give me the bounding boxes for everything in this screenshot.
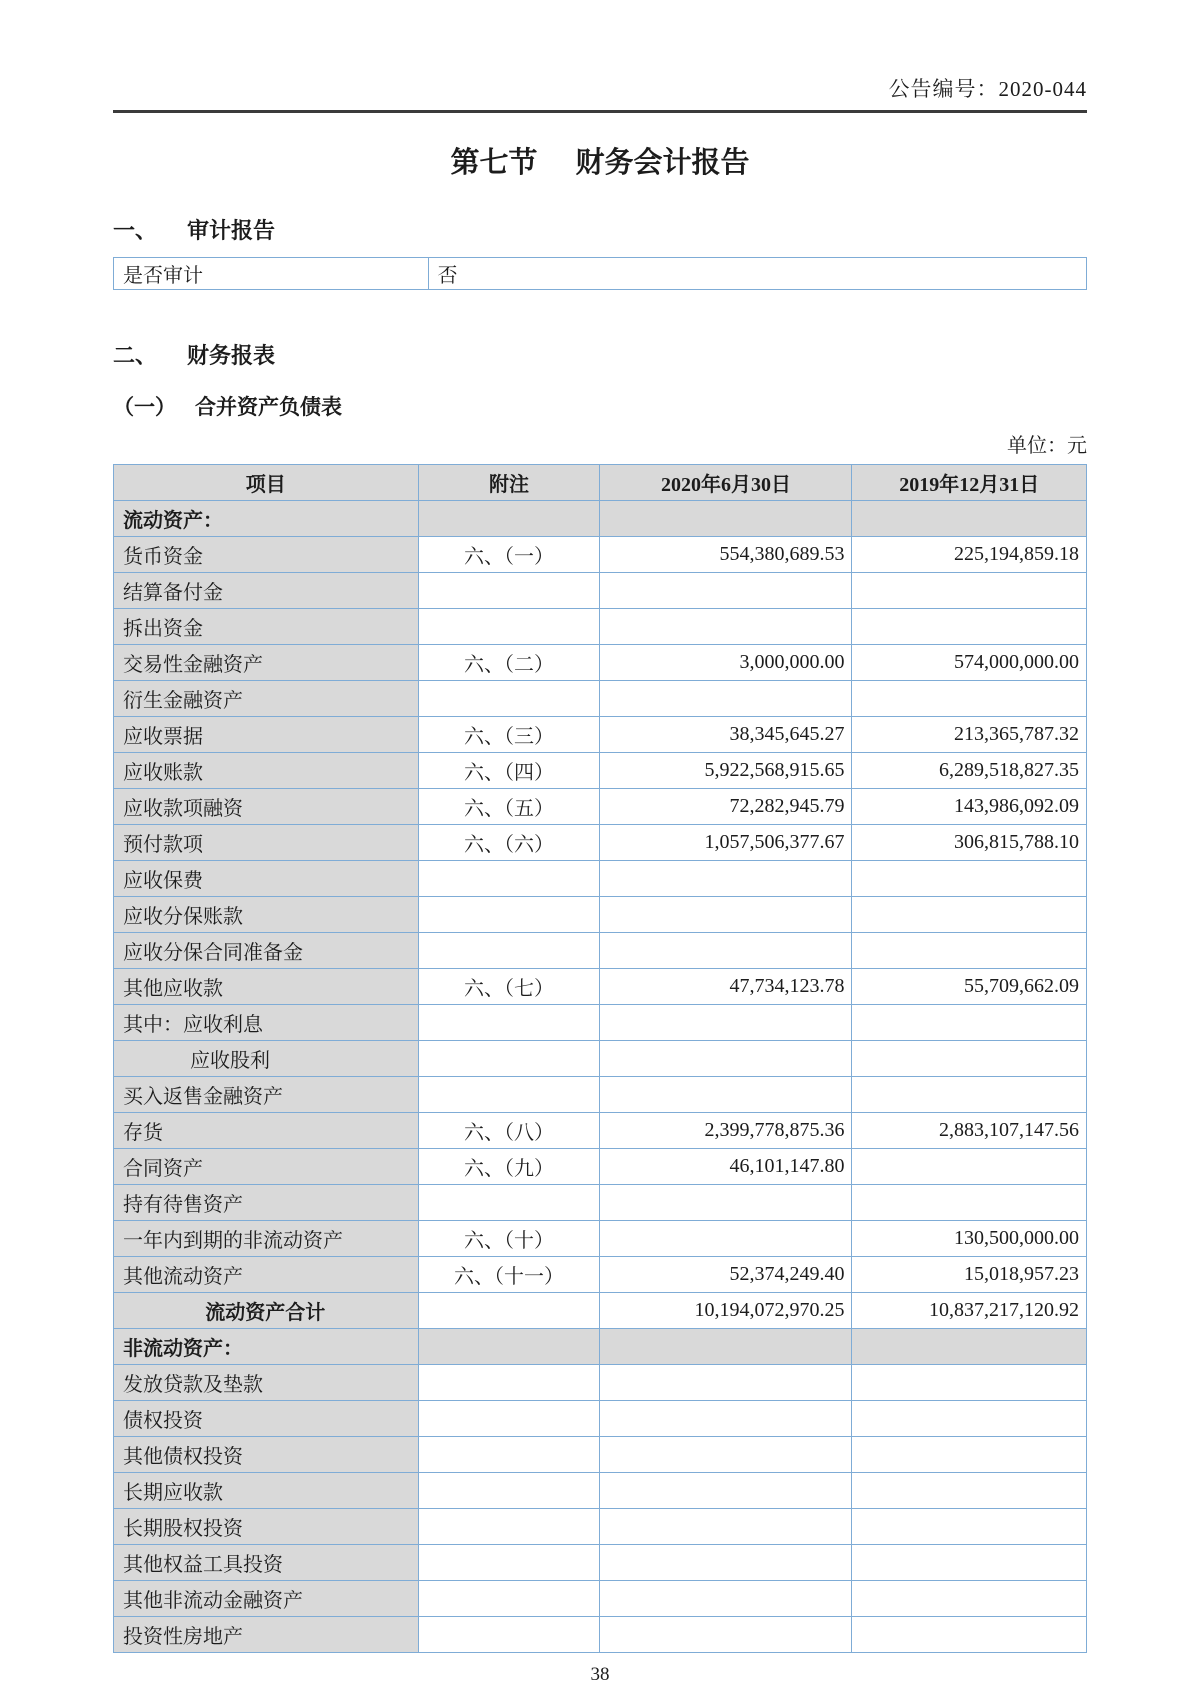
row-note xyxy=(418,573,600,609)
row-label: 其他应收款 xyxy=(114,969,419,1005)
row-value-2019 xyxy=(852,1041,1087,1077)
row-label: 应收分保账款 xyxy=(114,897,419,933)
row-note xyxy=(418,1473,600,1509)
row-value-2020: 10,194,072,970.25 xyxy=(600,1293,852,1329)
row-note xyxy=(418,1329,600,1365)
row-note xyxy=(418,1365,600,1401)
row-note: 六、（六） xyxy=(418,825,600,861)
row-value-2020 xyxy=(600,897,852,933)
table-header-row xyxy=(114,465,1087,501)
table-row xyxy=(114,681,1087,717)
page-number: 38 xyxy=(590,1664,610,1685)
row-value-2019: 55,709,662.09 xyxy=(852,969,1087,1005)
row-label: 非流动资产： xyxy=(114,1329,419,1365)
table-row xyxy=(114,1221,1087,1257)
table-row xyxy=(114,1437,1087,1473)
table-row xyxy=(114,1617,1087,1653)
column-header-2020: 2020年6月30日 xyxy=(600,465,852,501)
row-note: 六、（八） xyxy=(418,1113,600,1149)
row-label: 交易性金融资产 xyxy=(114,645,419,681)
table-row xyxy=(114,1329,1087,1365)
row-value-2020: 52,374,249.40 xyxy=(600,1257,852,1293)
row-value-2019 xyxy=(852,1005,1087,1041)
table-body xyxy=(114,501,1087,1653)
table-row xyxy=(114,753,1087,789)
row-note xyxy=(418,1617,600,1653)
row-value-2019 xyxy=(852,1365,1087,1401)
row-value-2019 xyxy=(852,1617,1087,1653)
row-value-2019 xyxy=(852,1185,1087,1221)
row-label: 预付款项 xyxy=(114,825,419,861)
header-rule xyxy=(113,110,1087,113)
audit-section-heading xyxy=(113,217,1087,245)
column-header-item: 项目 xyxy=(114,465,419,501)
audit-question-cell: 是否审计 xyxy=(114,258,429,290)
row-value-2019 xyxy=(852,1545,1087,1581)
page-title-name: 财务会计报告 xyxy=(575,147,750,179)
audit-section-label: 审计报告 xyxy=(187,218,276,243)
column-header-note: 附注 xyxy=(418,465,600,501)
row-label: 一年内到期的非流动资产 xyxy=(114,1221,419,1257)
row-note xyxy=(418,1293,600,1329)
row-value-2020: 554,380,689.53 xyxy=(600,537,852,573)
table-row xyxy=(114,969,1087,1005)
row-label: 其他流动资产 xyxy=(114,1257,419,1293)
row-value-2019 xyxy=(852,609,1087,645)
table-row xyxy=(114,1581,1087,1617)
row-value-2020 xyxy=(600,1581,852,1617)
balance-sheet-index: （一） xyxy=(113,395,176,419)
row-label: 合同资产 xyxy=(114,1149,419,1185)
row-value-2019: 143,986,092.09 xyxy=(852,789,1087,825)
row-value-2020: 5,922,568,915.65 xyxy=(600,753,852,789)
table-row xyxy=(114,1473,1087,1509)
row-label: 买入返售金融资产 xyxy=(114,1077,419,1113)
row-note xyxy=(418,501,600,537)
row-value-2020 xyxy=(600,1041,852,1077)
row-value-2020 xyxy=(600,573,852,609)
balance-sheet-table xyxy=(113,464,1087,1653)
row-note xyxy=(418,897,600,933)
table-row xyxy=(114,825,1087,861)
row-value-2020 xyxy=(600,1401,852,1437)
row-label: 其中：应收利息 xyxy=(114,1005,419,1041)
row-value-2020 xyxy=(600,1185,852,1221)
row-value-2020 xyxy=(600,933,852,969)
row-value-2019: 225,194,859.18 xyxy=(852,537,1087,573)
page-title-section: 第七节 xyxy=(450,147,538,179)
audit-row xyxy=(114,258,1087,290)
row-value-2019 xyxy=(852,681,1087,717)
row-value-2020 xyxy=(600,681,852,717)
row-value-2020: 2,399,778,875.36 xyxy=(600,1113,852,1149)
column-header-2019: 2019年12月31日 xyxy=(852,465,1087,501)
statements-section-index: 二、 xyxy=(113,343,158,368)
table-row xyxy=(114,1401,1087,1437)
row-label: 结算备付金 xyxy=(114,573,419,609)
row-value-2019 xyxy=(852,1509,1087,1545)
table-row xyxy=(114,645,1087,681)
audit-answer-cell: 否 xyxy=(428,258,1086,290)
row-value-2020 xyxy=(600,861,852,897)
table-row xyxy=(114,1509,1087,1545)
balance-sheet-label: 合并资产负债表 xyxy=(195,395,342,419)
row-value-2020 xyxy=(600,501,852,537)
row-label: 流动资产： xyxy=(114,501,419,537)
row-value-2019 xyxy=(852,933,1087,969)
table-row xyxy=(114,1293,1087,1329)
row-value-2019 xyxy=(852,1329,1087,1365)
row-label: 应收分保合同准备金 xyxy=(114,933,419,969)
table-row xyxy=(114,717,1087,753)
row-value-2019 xyxy=(852,861,1087,897)
row-value-2019 xyxy=(852,573,1087,609)
row-label: 投资性房地产 xyxy=(114,1617,419,1653)
announcement-number: 公告编号：2020-044 xyxy=(888,77,1087,101)
row-label: 债权投资 xyxy=(114,1401,419,1437)
row-label: 发放贷款及垫款 xyxy=(114,1365,419,1401)
table-row xyxy=(114,537,1087,573)
table-row xyxy=(114,789,1087,825)
row-note xyxy=(418,1041,600,1077)
row-note xyxy=(418,1509,600,1545)
row-note: 六、（九） xyxy=(418,1149,600,1185)
row-value-2019: 2,883,107,147.56 xyxy=(852,1113,1087,1149)
table-row xyxy=(114,1149,1087,1185)
audit-table xyxy=(113,257,1087,290)
row-label: 长期应收款 xyxy=(114,1473,419,1509)
page-title xyxy=(113,145,1087,181)
row-label: 持有待售资产 xyxy=(114,1185,419,1221)
row-value-2019 xyxy=(852,501,1087,537)
table-row xyxy=(114,1113,1087,1149)
row-value-2020 xyxy=(600,1473,852,1509)
row-value-2020 xyxy=(600,1005,852,1041)
row-note: 六、（五） xyxy=(418,789,600,825)
table-row xyxy=(114,1077,1087,1113)
row-value-2020: 3,000,000.00 xyxy=(600,645,852,681)
row-label: 应收账款 xyxy=(114,753,419,789)
row-value-2020 xyxy=(600,609,852,645)
row-note: 六、（十） xyxy=(418,1221,600,1257)
balance-sheet-heading xyxy=(113,394,1087,420)
row-value-2020 xyxy=(600,1437,852,1473)
row-note xyxy=(418,1077,600,1113)
row-note xyxy=(418,933,600,969)
row-value-2019 xyxy=(852,1581,1087,1617)
row-label: 其他权益工具投资 xyxy=(114,1545,419,1581)
row-note xyxy=(418,1581,600,1617)
row-value-2020: 47,734,123.78 xyxy=(600,969,852,1005)
table-row xyxy=(114,1185,1087,1221)
row-note xyxy=(418,1437,600,1473)
row-note xyxy=(418,1401,600,1437)
row-note: 六、（十一） xyxy=(418,1257,600,1293)
table-row xyxy=(114,897,1087,933)
row-note xyxy=(418,1545,600,1581)
row-note: 六、（一） xyxy=(418,537,600,573)
row-label: 应收款项融资 xyxy=(114,789,419,825)
row-value-2020: 46,101,147.80 xyxy=(600,1149,852,1185)
row-value-2019 xyxy=(852,897,1087,933)
table-row xyxy=(114,573,1087,609)
row-value-2019: 6,289,518,827.35 xyxy=(852,753,1087,789)
statements-section-heading xyxy=(113,342,1087,370)
row-value-2020 xyxy=(600,1329,852,1365)
row-label: 其他非流动金融资产 xyxy=(114,1581,419,1617)
table-row xyxy=(114,1041,1087,1077)
row-value-2019: 10,837,217,120.92 xyxy=(852,1293,1087,1329)
row-value-2019 xyxy=(852,1437,1087,1473)
row-value-2020: 1,057,506,377.67 xyxy=(600,825,852,861)
row-note xyxy=(418,1185,600,1221)
row-value-2019 xyxy=(852,1401,1087,1437)
row-note: 六、（四） xyxy=(418,753,600,789)
row-note xyxy=(418,681,600,717)
row-label: 流动资产合计 xyxy=(114,1293,419,1329)
table-row xyxy=(114,1257,1087,1293)
row-value-2020: 72,282,945.79 xyxy=(600,789,852,825)
table-row xyxy=(114,1545,1087,1581)
row-label: 其他债权投资 xyxy=(114,1437,419,1473)
table-row xyxy=(114,933,1087,969)
row-value-2019: 15,018,957.23 xyxy=(852,1257,1087,1293)
row-label: 货币资金 xyxy=(114,537,419,573)
row-value-2020 xyxy=(600,1545,852,1581)
table-row xyxy=(114,861,1087,897)
row-value-2020 xyxy=(600,1617,852,1653)
row-label: 应收票据 xyxy=(114,717,419,753)
row-value-2019: 306,815,788.10 xyxy=(852,825,1087,861)
table-row xyxy=(114,609,1087,645)
row-value-2020 xyxy=(600,1221,852,1257)
row-value-2019: 574,000,000.00 xyxy=(852,645,1087,681)
table-row xyxy=(114,1365,1087,1401)
table-row xyxy=(114,501,1087,537)
audit-section-index: 一、 xyxy=(113,218,158,243)
table-row xyxy=(114,1005,1087,1041)
row-value-2019: 130,500,000.00 xyxy=(852,1221,1087,1257)
row-value-2019 xyxy=(852,1473,1087,1509)
unit-label: 单位：元 xyxy=(1007,435,1087,457)
row-value-2020 xyxy=(600,1509,852,1545)
row-label: 长期股权投资 xyxy=(114,1509,419,1545)
row-note xyxy=(418,861,600,897)
row-note: 六、（七） xyxy=(418,969,600,1005)
row-value-2019 xyxy=(852,1077,1087,1113)
row-value-2020 xyxy=(600,1077,852,1113)
row-note: 六、（二） xyxy=(418,645,600,681)
row-value-2019 xyxy=(852,1149,1087,1185)
row-label: 拆出资金 xyxy=(114,609,419,645)
row-value-2019: 213,365,787.32 xyxy=(852,717,1087,753)
statements-section-label: 财务报表 xyxy=(187,343,276,368)
row-label: 应收保费 xyxy=(114,861,419,897)
row-label: 应收股利 xyxy=(114,1041,419,1077)
row-label: 衍生金融资产 xyxy=(114,681,419,717)
row-label: 存货 xyxy=(114,1113,419,1149)
row-value-2020 xyxy=(600,1365,852,1401)
row-note xyxy=(418,609,600,645)
row-note xyxy=(418,1005,600,1041)
row-value-2020: 38,345,645.27 xyxy=(600,717,852,753)
row-note: 六、（三） xyxy=(418,717,600,753)
